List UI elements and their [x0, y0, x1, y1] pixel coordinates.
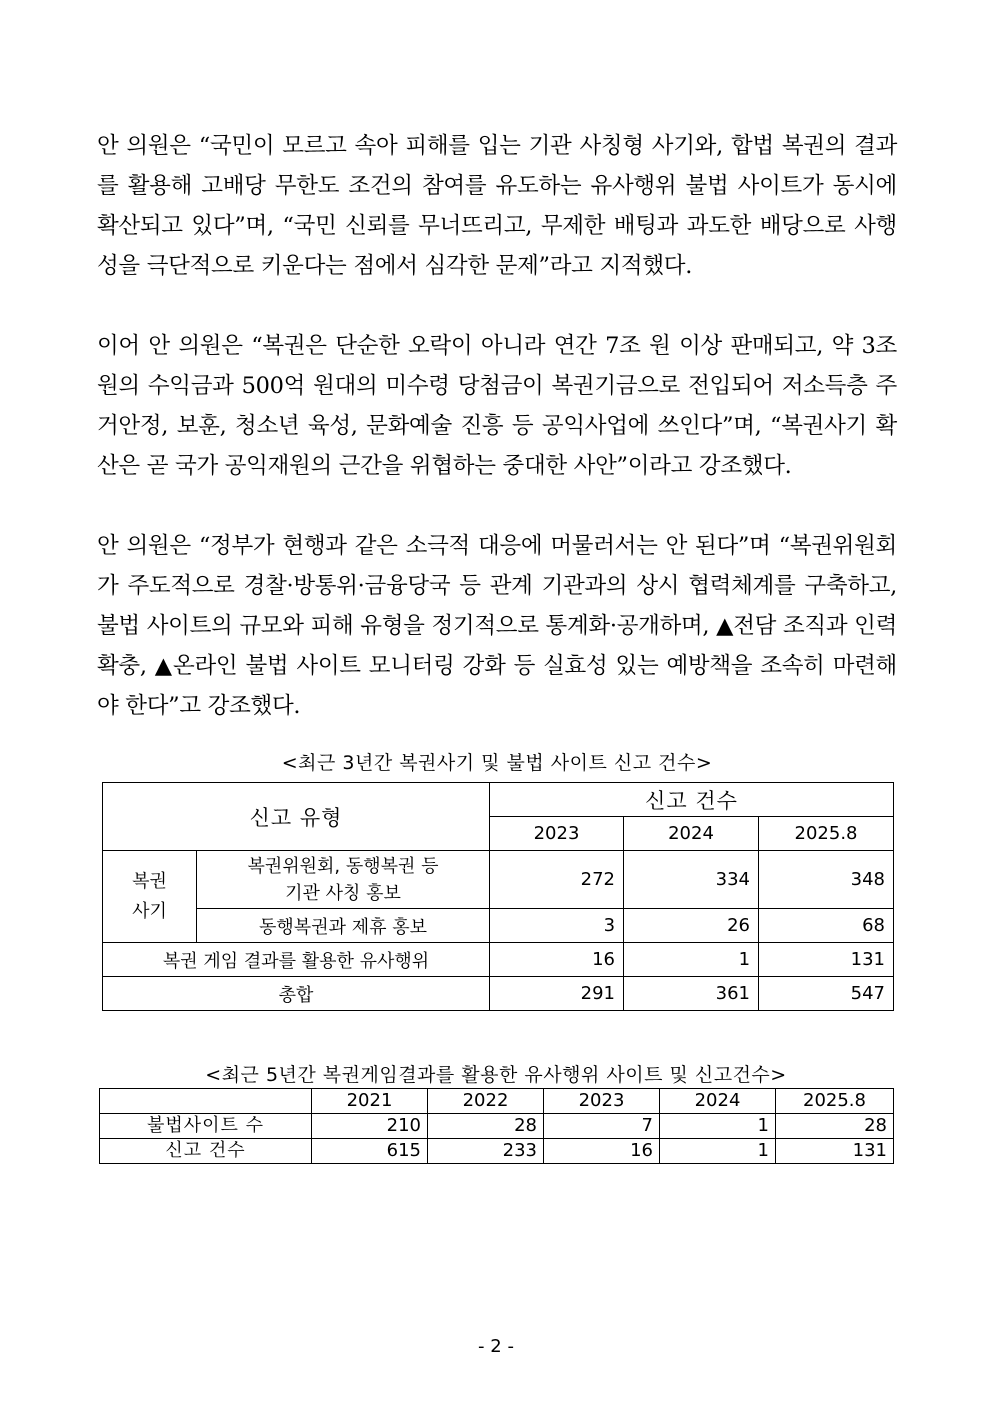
corner-cell: [100, 1089, 312, 1114]
table-row: [103, 851, 894, 909]
year-header: 2023: [490, 817, 624, 851]
cell-value: 7: [544, 1114, 660, 1139]
paragraph-3: 안 의원은 “정부가 현행과 같은 소극적 대응에 머물러서는 안 된다”며 “복권위원회가 주도적으로 경찰·방통위·금융당국 등 관계 기관과의 상시 협력체계를 구축하고, 불법 사이트의 규모와 피해 유형을 정기적으로 통계화·공개하며, ▲전담 조직과 인력 확충, ▲온라인 불법 사이트 모니터링 강화 등 실효성 있는 예방책을 조속히 마련해야 한다”고 강조했다.: [97, 533, 897, 719]
cell-value: 28: [428, 1114, 544, 1139]
cell-value: 547: [759, 977, 894, 1011]
cell-value: 233: [428, 1139, 544, 1164]
group-label-lottery-fraud: [103, 851, 197, 943]
table-row: [103, 977, 894, 1011]
row-label-line: 복권위원회, 동행복권 등: [247, 855, 439, 877]
year-header: 2024: [660, 1089, 776, 1114]
group-label-line: 복권: [132, 870, 167, 892]
year-header: 2025.8: [776, 1089, 894, 1114]
cell-value: 1: [624, 943, 759, 977]
cell-value: 348: [759, 851, 894, 909]
cell-value: 210: [312, 1114, 428, 1139]
cell-value: 615: [312, 1139, 428, 1164]
table2-caption: <최근 5년간 복권게임결과를 활용한 유사행위 사이트 및 신고건수>: [205, 1064, 787, 1086]
cell-value: 1: [660, 1114, 776, 1139]
paragraph-1: 안 의원은 “국민이 모르고 속아 피해를 입는 기관 사칭형 사기와, 합법 복권의 결과를 활용해 고배당 무한도 조건의 참여를 유도하는 유사행위 불법 사이트가 동시에 확산되고 있다”며, “국민 신뢰를 무너뜨리고, 무제한 배팅과 과도한 배당으로 사행성을 극단적으로 키운다는 점에서 심각한 문제”라고 지적했다.: [97, 133, 897, 279]
table-row: [100, 1114, 894, 1139]
row-label-line: 기관 사칭 홍보: [285, 882, 401, 904]
group-label-line: 사기: [132, 900, 167, 922]
paragraph-2: 이어 안 의원은 “복권은 단순한 오락이 아니라 연간 7조 원 이상 판매되고, 약 3조 원의 수익금과 500억 원대의 미수령 당첨금이 복권기금으로 전입되어 저소득층 주거안정, 보훈, 청소년 육성, 문화예술 진흥 등 공익사업에 쓰인다”며, “복권사기 확산은 곧 국가 공익재원의 근간을 위협하는 중대한 사안”이라고 강조했다.: [97, 333, 897, 479]
year-header: 2022: [428, 1089, 544, 1114]
table-row: [100, 1089, 894, 1114]
year-header: 2021: [312, 1089, 428, 1114]
cell-value: 131: [776, 1139, 894, 1164]
cell-value: 68: [759, 909, 894, 943]
similar-site-table: [99, 1088, 894, 1164]
year-header: 2023: [544, 1089, 660, 1114]
cell-value: 291: [490, 977, 624, 1011]
table-row: [103, 783, 894, 817]
cell-value: 361: [624, 977, 759, 1011]
row-label: [197, 851, 490, 909]
cell-value: 131: [759, 943, 894, 977]
year-header: 2024: [624, 817, 759, 851]
cell-value: 16: [490, 943, 624, 977]
header-report-count: 신고 건수: [490, 783, 894, 817]
row-label: 신고 건수: [100, 1139, 312, 1164]
row-label: 복권 게임 결과를 활용한 유사행위: [103, 943, 490, 977]
year-header: 2025.8: [759, 817, 894, 851]
cell-value: 16: [544, 1139, 660, 1164]
header-report-type: 신고 유형: [103, 783, 490, 851]
table-row: [100, 1139, 894, 1164]
row-label-total: 총합: [103, 977, 490, 1011]
row-label: 불법사이트 수: [100, 1114, 312, 1139]
row-label: 동행복권과 제휴 홍보: [197, 909, 490, 943]
page-number: - 2 -: [478, 1336, 514, 1357]
cell-value: 1: [660, 1139, 776, 1164]
table-row: [103, 909, 894, 943]
cell-value: 26: [624, 909, 759, 943]
cell-value: 334: [624, 851, 759, 909]
table-row: [103, 943, 894, 977]
report-count-table: [102, 782, 894, 1011]
table1-caption: <최근 3년간 복권사기 및 불법 사이트 신고 건수>: [281, 752, 713, 774]
cell-value: 3: [490, 909, 624, 943]
cell-value: 28: [776, 1114, 894, 1139]
cell-value: 272: [490, 851, 624, 909]
